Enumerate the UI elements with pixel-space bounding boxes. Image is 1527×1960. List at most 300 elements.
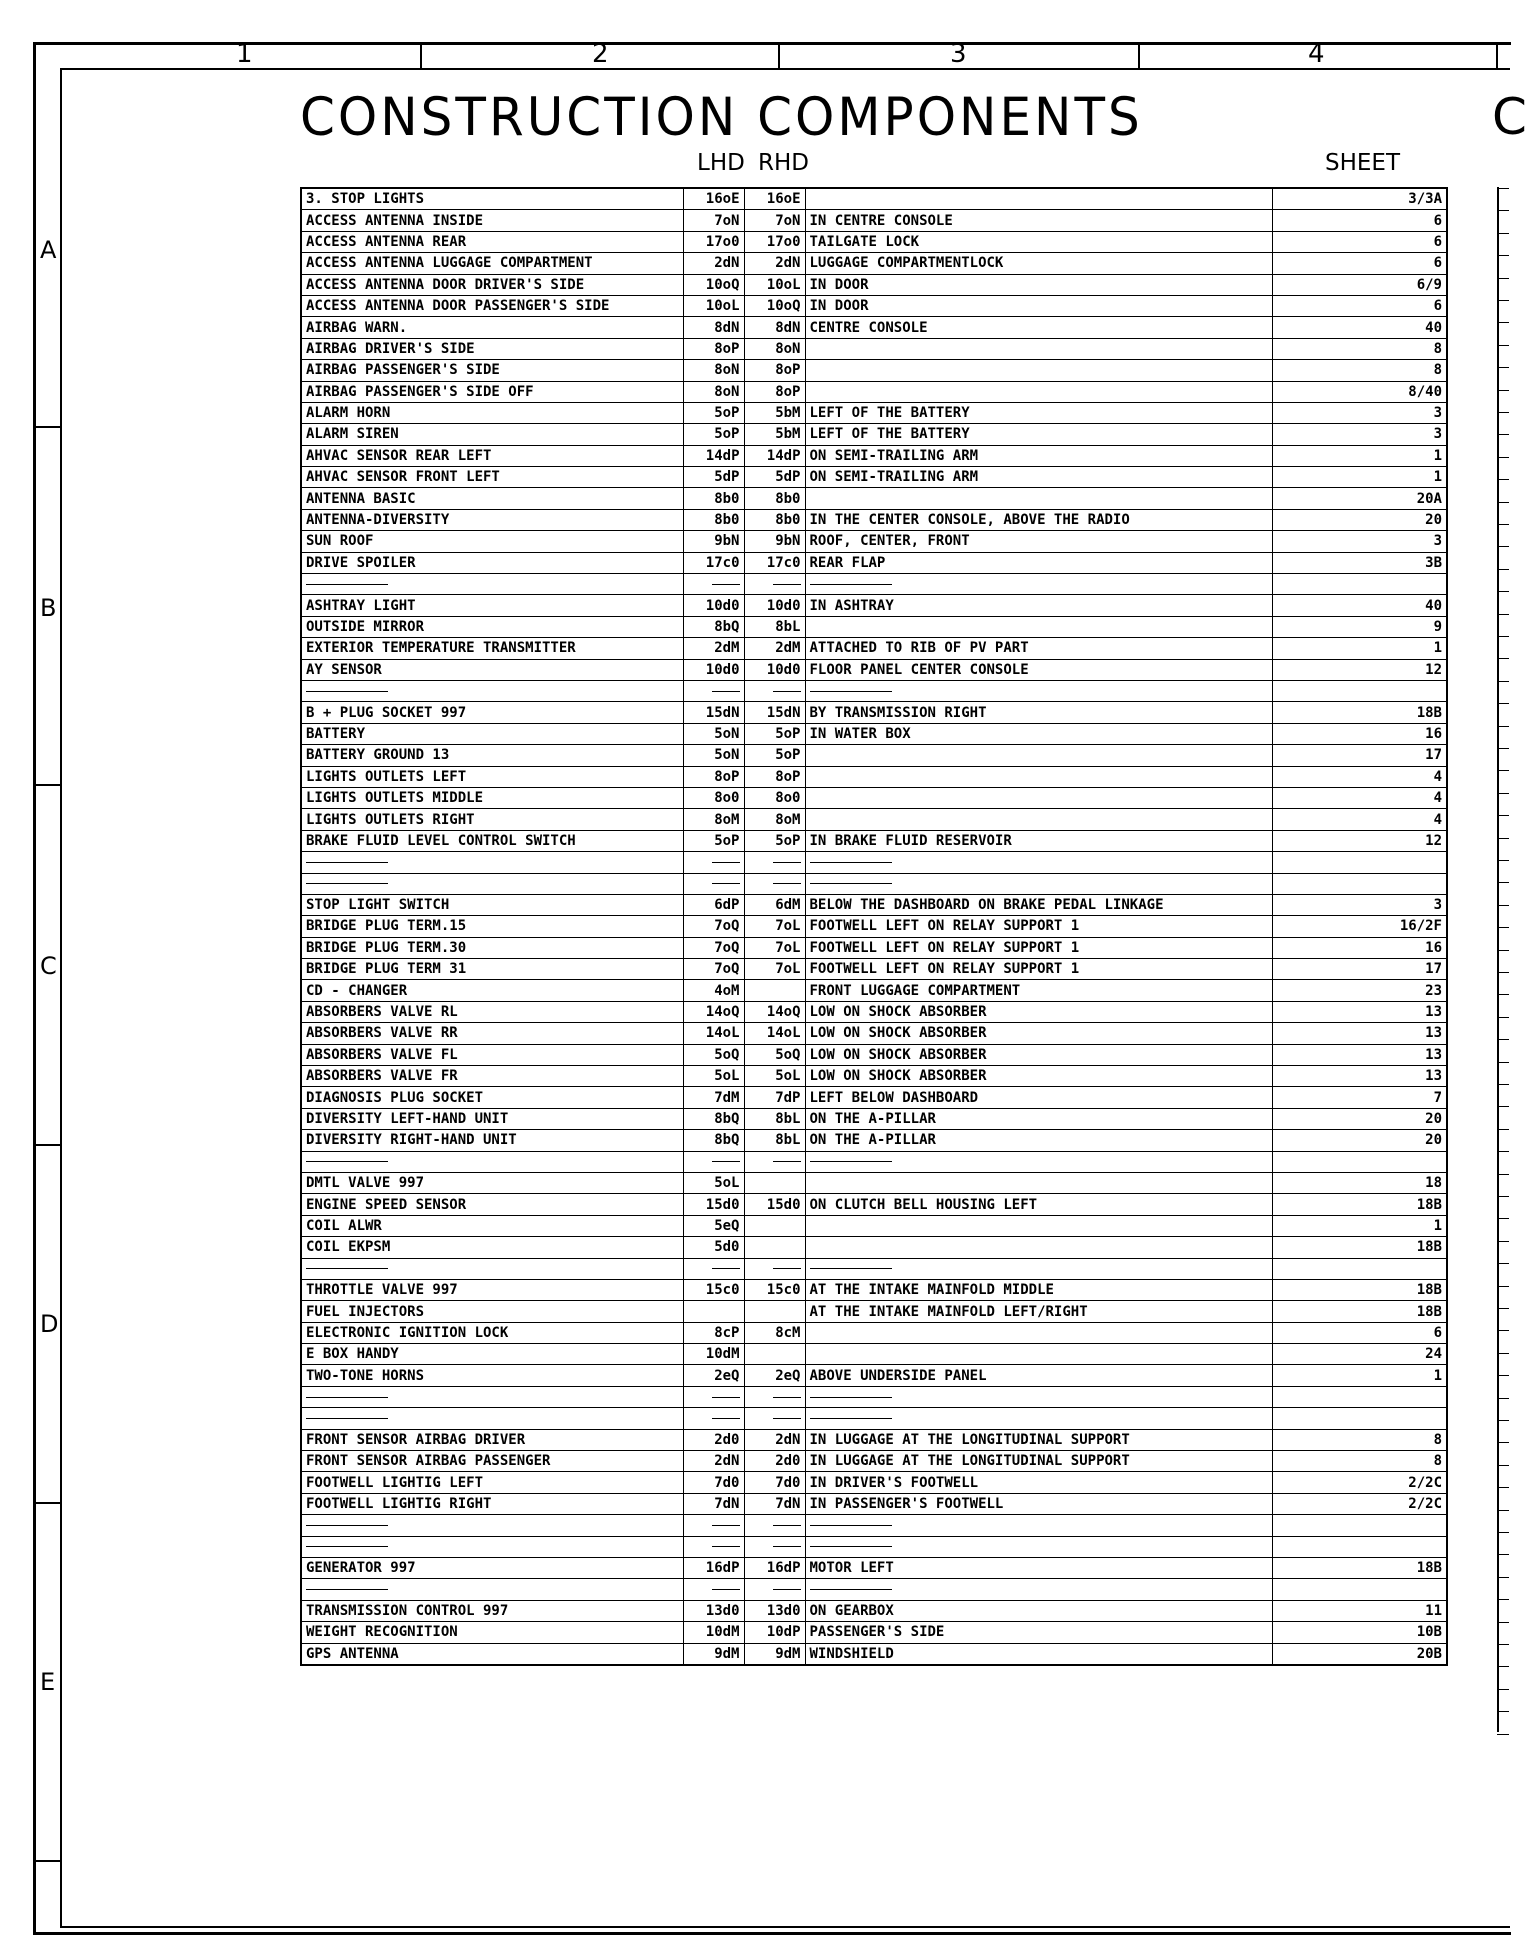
table-row-blank: [301, 1579, 1447, 1600]
row-letter: A: [40, 236, 57, 264]
sheet-ref: [1272, 680, 1447, 701]
lhd-code: 7dM: [683, 1087, 744, 1108]
component-name: AHVAC SENSOR FRONT LEFT: [301, 467, 683, 488]
location: LEFT OF THE BATTERY: [805, 424, 1272, 445]
location: IN ASHTRAY: [805, 595, 1272, 616]
rhd-code: 5oP: [744, 723, 805, 744]
table-row: [301, 1023, 1447, 1044]
sheet-ref: 1: [1272, 638, 1447, 659]
adjacent-table-rule: [1497, 1196, 1509, 1197]
adjacent-table-rule: [1497, 1734, 1509, 1735]
component-name: FUEL INJECTORS: [301, 1301, 683, 1322]
sheet-ref: 8: [1272, 360, 1447, 381]
placeholder-dash: [712, 691, 740, 692]
location: PASSENGER'S SIDE: [805, 1622, 1272, 1643]
sheet-ref: 1: [1272, 467, 1447, 488]
rhd-code: [744, 1172, 805, 1193]
component-name: BATTERY GROUND 13: [301, 745, 683, 766]
sheet-ref: [1272, 852, 1447, 873]
location: TAILGATE LOCK: [805, 231, 1272, 252]
rhd-code: 8bL: [744, 616, 805, 637]
component-name: [301, 1579, 683, 1600]
adjacent-table-rule: [1497, 457, 1509, 458]
lhd-code: 2d0: [683, 1429, 744, 1450]
adjacent-table-rule: [1497, 1084, 1509, 1085]
column-divider: [1496, 42, 1498, 68]
table-row-blank: [301, 852, 1447, 873]
lhd-code: 5oN: [683, 745, 744, 766]
placeholder-dash: [810, 883, 892, 884]
lhd-code: 16dP: [683, 1558, 744, 1579]
location: ON SEMI-TRAILING ARM: [805, 467, 1272, 488]
component-name: LIGHTS OUTLETS LEFT: [301, 766, 683, 787]
rhd-code: 7d0: [744, 1472, 805, 1493]
component-name: ACCESS ANTENNA INSIDE: [301, 210, 683, 231]
lhd-code: [683, 1408, 744, 1429]
sheet-ref: 6: [1272, 210, 1447, 231]
sheet-ref: 40: [1272, 317, 1447, 338]
table-row: [301, 1344, 1447, 1365]
placeholder-dash: [306, 1268, 388, 1269]
lhd-code: 9bN: [683, 531, 744, 552]
sheet-ref: [1272, 1579, 1447, 1600]
component-name: ABSORBERS VALVE RL: [301, 1001, 683, 1022]
sheet-ref: 3/3A: [1272, 188, 1447, 210]
placeholder-dash: [810, 1525, 892, 1526]
table-row: [301, 1172, 1447, 1193]
sheet-ref: 20A: [1272, 488, 1447, 509]
placeholder-dash: [712, 1161, 740, 1162]
rhd-code: 5oP: [744, 830, 805, 851]
location: FLOOR PANEL CENTER CONSOLE: [805, 659, 1272, 680]
location: AT THE INTAKE MAINFOLD MIDDLE: [805, 1279, 1272, 1300]
component-name: BRAKE FLUID LEVEL CONTROL SWITCH: [301, 830, 683, 851]
location: FOOTWELL LEFT ON RELAY SUPPORT 1: [805, 959, 1272, 980]
component-name: BRIDGE PLUG TERM.15: [301, 916, 683, 937]
location: IN BRAKE FLUID RESERVOIR: [805, 830, 1272, 851]
rhd-code: 8bL: [744, 1108, 805, 1129]
rhd-code: [744, 1237, 805, 1258]
rhd-code: 17o0: [744, 231, 805, 252]
component-name: [301, 1536, 683, 1557]
row-divider: [36, 1502, 60, 1504]
placeholder-dash: [306, 1161, 388, 1162]
rhd-code: 8oM: [744, 809, 805, 830]
component-name: AIRBAG PASSENGER'S SIDE OFF: [301, 381, 683, 402]
location: [805, 1386, 1272, 1407]
sheet-ref: 13: [1272, 1066, 1447, 1087]
adjacent-table-rule: [1497, 345, 1509, 346]
location: ON THE A-PILLAR: [805, 1130, 1272, 1151]
placeholder-dash: [773, 1546, 801, 1547]
page-title: CONSTRUCTION COMPONENTS: [300, 86, 1143, 148]
component-name: DIAGNOSIS PLUG SOCKET: [301, 1087, 683, 1108]
component-name: ACCESS ANTENNA LUGGAGE COMPARTMENT: [301, 253, 683, 274]
lhd-code: [683, 1536, 744, 1557]
table-row: [301, 916, 1447, 937]
placeholder-dash: [773, 1161, 801, 1162]
rhd-code: 5oL: [744, 1066, 805, 1087]
rhd-code: 5bM: [744, 424, 805, 445]
component-name: GPS ANTENNA: [301, 1643, 683, 1665]
adjacent-table-rule: [1497, 233, 1509, 234]
component-name: COIL EKPSM: [301, 1237, 683, 1258]
placeholder-dash: [712, 584, 740, 585]
placeholder-dash: [810, 1589, 892, 1590]
adjacent-table-rule: [1497, 1398, 1509, 1399]
rhd-code: 5dP: [744, 467, 805, 488]
sheet-ref: 16/2F: [1272, 916, 1447, 937]
placeholder-dash: [810, 1397, 892, 1398]
component-name: ANTENNA-DIVERSITY: [301, 509, 683, 530]
column-divider: [778, 42, 780, 68]
placeholder-dash: [810, 1161, 892, 1162]
sheet-ref: 13: [1272, 1044, 1447, 1065]
location: FRONT LUGGAGE COMPARTMENT: [805, 980, 1272, 1001]
location: BELOW THE DASHBOARD ON BRAKE PEDAL LINKAGE: [805, 894, 1272, 915]
lhd-code: 2dN: [683, 253, 744, 274]
location: AT THE INTAKE MAINFOLD LEFT/RIGHT: [805, 1301, 1272, 1322]
location: LOW ON SHOCK ABSORBER: [805, 1001, 1272, 1022]
lhd-code: 7oQ: [683, 959, 744, 980]
sheet-ref: 16: [1272, 723, 1447, 744]
placeholder-dash: [773, 691, 801, 692]
table-row: [301, 274, 1447, 295]
location: LEFT BELOW DASHBOARD: [805, 1087, 1272, 1108]
lhd-code: [683, 852, 744, 873]
location: [805, 574, 1272, 595]
table-row: [301, 1451, 1447, 1472]
sheet-ref: 18B: [1272, 1279, 1447, 1300]
adjacent-table-rule: [1497, 479, 1509, 480]
adjacent-table-rule: [1497, 1644, 1509, 1645]
rhd-code: [744, 1301, 805, 1322]
component-name: ENGINE SPEED SENSOR: [301, 1194, 683, 1215]
sheet-ref: 20B: [1272, 1643, 1447, 1665]
adjacent-table-rule: [1497, 1286, 1509, 1287]
adjacent-table-rule: [1497, 412, 1509, 413]
table-row: [301, 1279, 1447, 1300]
location: WINDSHIELD: [805, 1643, 1272, 1665]
lhd-code: [683, 873, 744, 894]
adjacent-table-rule: [1497, 1151, 1509, 1152]
table-row: [301, 1365, 1447, 1386]
adjacent-table-rule: [1497, 1689, 1509, 1690]
sheet-ref: 9: [1272, 616, 1447, 637]
adjacent-table-rule: [1497, 1577, 1509, 1578]
table-row-blank: [301, 1258, 1447, 1279]
sheet-ref: 3: [1272, 402, 1447, 423]
sheet-ref: 20: [1272, 1130, 1447, 1151]
sheet-ref: 18B: [1272, 1558, 1447, 1579]
location: IN DRIVER'S FOOTWELL: [805, 1472, 1272, 1493]
placeholder-dash: [306, 1418, 388, 1419]
component-name: [301, 873, 683, 894]
sheet-ref: [1272, 1151, 1447, 1172]
sheet-ref: 6: [1272, 253, 1447, 274]
component-name: ASHTRAY LIGHT: [301, 595, 683, 616]
sheet-ref: 12: [1272, 830, 1447, 851]
component-name: FRONT SENSOR AIRBAG PASSENGER: [301, 1451, 683, 1472]
adjacent-table-rule: [1497, 1599, 1509, 1600]
adjacent-table-rule: [1497, 300, 1509, 301]
rhd-code: 10d0: [744, 659, 805, 680]
component-name: OUTSIDE MIRROR: [301, 616, 683, 637]
table-row: [301, 1066, 1447, 1087]
location: [805, 381, 1272, 402]
rhd-code: 16dP: [744, 1558, 805, 1579]
location: [805, 1172, 1272, 1193]
rhd-code: 14dP: [744, 445, 805, 466]
adjacent-table-rule: [1497, 524, 1509, 525]
adjacent-table-rule: [1497, 950, 1509, 951]
lhd-code: 13d0: [683, 1600, 744, 1621]
lhd-code: 8oN: [683, 381, 744, 402]
table-row: [301, 638, 1447, 659]
location: CENTRE CONSOLE: [805, 317, 1272, 338]
lhd-code: 8oN: [683, 360, 744, 381]
rhd-code: 10oL: [744, 274, 805, 295]
adjacent-table-rule: [1497, 1263, 1509, 1264]
adjacent-table-rule: [1497, 1442, 1509, 1443]
lhd-code: 8bQ: [683, 1108, 744, 1129]
component-name: STOP LIGHT SWITCH: [301, 894, 683, 915]
table-row: [301, 424, 1447, 445]
table-row: [301, 1558, 1447, 1579]
lhd-code: [683, 1151, 744, 1172]
placeholder-dash: [810, 584, 892, 585]
placeholder-dash: [712, 1418, 740, 1419]
adjacent-table-rule: [1497, 636, 1509, 637]
component-name: LIGHTS OUTLETS MIDDLE: [301, 787, 683, 808]
location: LOW ON SHOCK ABSORBER: [805, 1044, 1272, 1065]
table-row: [301, 317, 1447, 338]
table-row: [301, 188, 1447, 210]
sheet-ref: 18B: [1272, 1237, 1447, 1258]
sheet-ref: 18B: [1272, 1194, 1447, 1215]
lhd-code: 2eQ: [683, 1365, 744, 1386]
component-name: AIRBAG WARN.: [301, 317, 683, 338]
sheet-ref: [1272, 1408, 1447, 1429]
sheet-ref: 1: [1272, 445, 1447, 466]
table-row: [301, 552, 1447, 573]
sheet-ref: 8: [1272, 1451, 1447, 1472]
component-name: ACCESS ANTENNA DOOR DRIVER'S SIDE: [301, 274, 683, 295]
table-row: [301, 1429, 1447, 1450]
rhd-code: 14oQ: [744, 1001, 805, 1022]
placeholder-dash: [810, 1546, 892, 1547]
location: [805, 488, 1272, 509]
lhd-code: 5oP: [683, 830, 744, 851]
next-sheet-title-fragment: C: [1492, 88, 1527, 146]
location: LEFT OF THE BATTERY: [805, 402, 1272, 423]
table-row-blank: [301, 1151, 1447, 1172]
component-name: EXTERIOR TEMPERATURE TRANSMITTER: [301, 638, 683, 659]
adjacent-table-rule: [1497, 726, 1509, 727]
sheet-ref: 3: [1272, 531, 1447, 552]
rhd-code: 8b0: [744, 509, 805, 530]
adjacent-table-rule: [1497, 658, 1509, 659]
placeholder-dash: [712, 1589, 740, 1590]
rhd-code: [744, 1408, 805, 1429]
rhd-code: 10oQ: [744, 295, 805, 316]
component-name: E BOX HANDY: [301, 1344, 683, 1365]
lhd-code: 9dM: [683, 1643, 744, 1665]
table-row-blank: [301, 574, 1447, 595]
lhd-code: 16oE: [683, 188, 744, 210]
table-row: [301, 445, 1447, 466]
location: IN DOOR: [805, 274, 1272, 295]
rhd-code: [744, 680, 805, 701]
table-row: [301, 1087, 1447, 1108]
table-row: [301, 809, 1447, 830]
adjacent-table-rule: [1497, 1017, 1509, 1018]
rhd-code: 8oP: [744, 360, 805, 381]
rhd-code: 8dN: [744, 317, 805, 338]
component-name: ABSORBERS VALVE FL: [301, 1044, 683, 1065]
component-name: ALARM HORN: [301, 402, 683, 423]
rhd-code: [744, 1386, 805, 1407]
adjacent-table-rule: [1497, 1241, 1509, 1242]
adjacent-table-rule: [1497, 1554, 1509, 1555]
component-name: LIGHTS OUTLETS RIGHT: [301, 809, 683, 830]
adjacent-table-rule: [1497, 1420, 1509, 1421]
location: [805, 1579, 1272, 1600]
component-name: BRIDGE PLUG TERM.30: [301, 937, 683, 958]
row-letter: D: [40, 1310, 59, 1338]
adjacent-table-rule: [1497, 1129, 1509, 1130]
component-name: 3. STOP LIGHTS: [301, 188, 683, 210]
row-letter: E: [40, 1668, 56, 1696]
component-name: AIRBAG PASSENGER'S SIDE: [301, 360, 683, 381]
lhd-code: 5oP: [683, 424, 744, 445]
header-sheet: SHEET: [1325, 150, 1401, 176]
lhd-code: [683, 1579, 744, 1600]
location: [805, 616, 1272, 637]
component-name: AIRBAG DRIVER'S SIDE: [301, 338, 683, 359]
sheet-ref: 1: [1272, 1365, 1447, 1386]
sheet-ref: 18B: [1272, 702, 1447, 723]
rhd-code: 2dN: [744, 253, 805, 274]
lhd-code: [683, 680, 744, 701]
adjacent-table-rule: [1497, 546, 1509, 547]
adjacent-table-rule: [1497, 972, 1509, 973]
sheet-ref: 1: [1272, 1215, 1447, 1236]
adjacent-table-rule: [1497, 367, 1509, 368]
location: ON SEMI-TRAILING ARM: [805, 445, 1272, 466]
table-row: [301, 1108, 1447, 1129]
placeholder-dash: [712, 1397, 740, 1398]
lhd-code: 8b0: [683, 488, 744, 509]
table-row-blank: [301, 1515, 1447, 1536]
lhd-code: 7oQ: [683, 916, 744, 937]
lhd-code: [683, 1258, 744, 1279]
table-row: [301, 787, 1447, 808]
adjacent-table-rule: [1497, 1174, 1509, 1175]
rhd-code: 7oL: [744, 937, 805, 958]
adjacent-table-rule: [1497, 322, 1509, 323]
lhd-code: 5oN: [683, 723, 744, 744]
lhd-code: 8dN: [683, 317, 744, 338]
lhd-code: 5oL: [683, 1066, 744, 1087]
adjacent-table-rule: [1497, 927, 1509, 928]
lhd-code: 5eQ: [683, 1215, 744, 1236]
sheet-ref: 6: [1272, 231, 1447, 252]
lhd-code: 4oM: [683, 980, 744, 1001]
rhd-code: 5bM: [744, 402, 805, 423]
adjacent-table-rule: [1497, 905, 1509, 906]
component-name: DMTL VALVE 997: [301, 1172, 683, 1193]
table-row: [301, 231, 1447, 252]
column-number: 2: [592, 39, 609, 69]
table-row: [301, 467, 1447, 488]
component-name: TRANSMISSION CONTROL 997: [301, 1600, 683, 1621]
location: [805, 1536, 1272, 1557]
lhd-code: 10dM: [683, 1344, 744, 1365]
table-row: [301, 1001, 1447, 1022]
sheet-ref: [1272, 1536, 1447, 1557]
component-name: BRIDGE PLUG TERM 31: [301, 959, 683, 980]
placeholder-dash: [773, 883, 801, 884]
adjacent-table-rule: [1497, 1375, 1509, 1376]
location: [805, 1151, 1272, 1172]
adjacent-table-rule: [1497, 1353, 1509, 1354]
location: [805, 1258, 1272, 1279]
lhd-code: 10d0: [683, 595, 744, 616]
placeholder-dash: [306, 1525, 388, 1526]
sheet-ref: 2/2C: [1272, 1472, 1447, 1493]
location: [805, 1237, 1272, 1258]
column-divider: [420, 42, 422, 68]
location: [805, 873, 1272, 894]
placeholder-dash: [712, 862, 740, 863]
lhd-code: 10oQ: [683, 274, 744, 295]
lhd-code: [683, 1515, 744, 1536]
lhd-code: 10d0: [683, 659, 744, 680]
lhd-code: 15c0: [683, 1279, 744, 1300]
adjacent-table-rule: [1497, 1711, 1509, 1712]
component-name: THROTTLE VALVE 997: [301, 1279, 683, 1300]
rhd-code: 2eQ: [744, 1365, 805, 1386]
location: ON GEARBOX: [805, 1600, 1272, 1621]
location: LUGGAGE COMPARTMENTLOCK: [805, 253, 1272, 274]
adjacent-table-rule: [1497, 434, 1509, 435]
sheet-ref: 6: [1272, 295, 1447, 316]
location: REAR FLAP: [805, 552, 1272, 573]
table-row: [301, 1130, 1447, 1151]
rhd-code: 8oP: [744, 766, 805, 787]
table-row: [301, 1600, 1447, 1621]
component-name: [301, 1151, 683, 1172]
lhd-code: 8b0: [683, 509, 744, 530]
lhd-code: 7oN: [683, 210, 744, 231]
lhd-code: [683, 574, 744, 595]
sheet-ref: 8: [1272, 1429, 1447, 1450]
location: FOOTWELL LEFT ON RELAY SUPPORT 1: [805, 937, 1272, 958]
lhd-code: 7dN: [683, 1493, 744, 1514]
placeholder-dash: [306, 691, 388, 692]
adjacent-table-rule: [1497, 255, 1509, 256]
adjacent-table-rule: [1497, 1510, 1509, 1511]
adjacent-table-rule: [1497, 278, 1509, 279]
location: ON THE A-PILLAR: [805, 1108, 1272, 1129]
rhd-code: 10d0: [744, 595, 805, 616]
lhd-code: 8cP: [683, 1322, 744, 1343]
table-row: [301, 1215, 1447, 1236]
rhd-code: 15d0: [744, 1194, 805, 1215]
rhd-code: 8cM: [744, 1322, 805, 1343]
adjacent-table-rule: [1497, 770, 1509, 771]
